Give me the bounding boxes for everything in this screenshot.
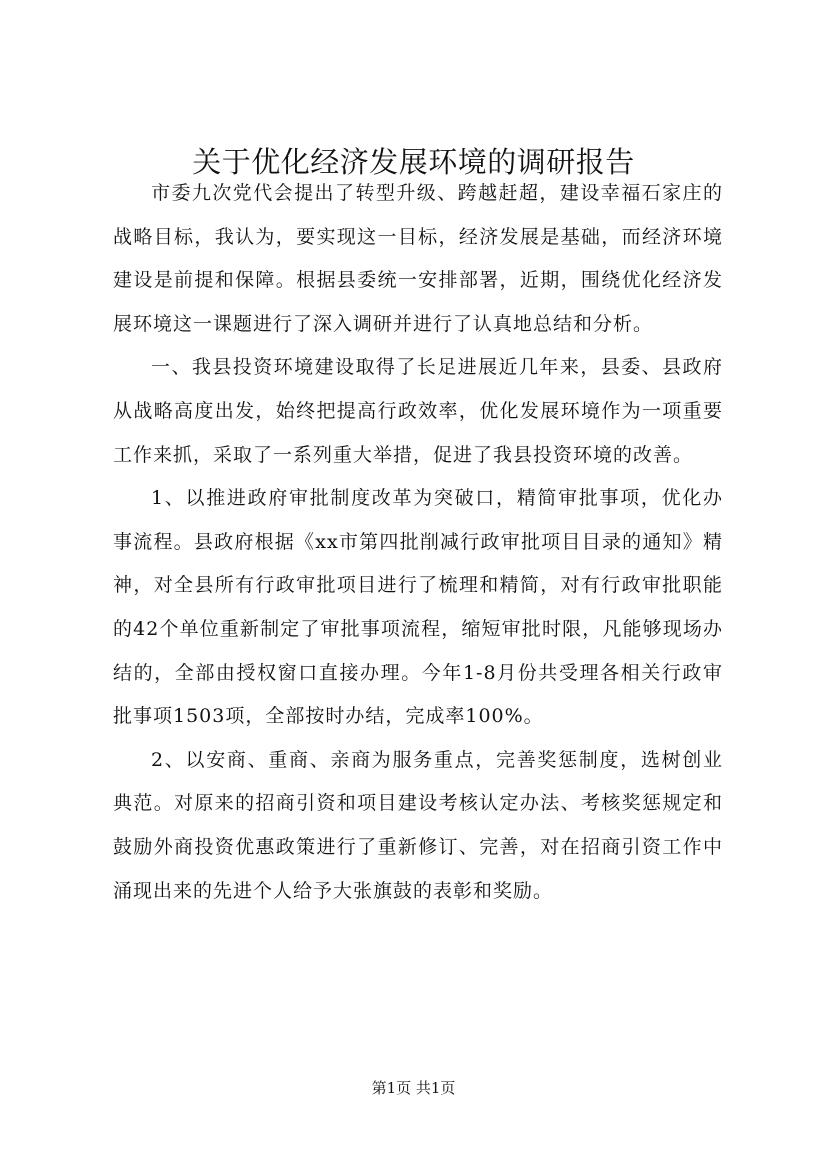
paragraph-4: 2、以安商、重商、亲商为服务重点，完善奖惩制度，选树创业典范。对原来的招商引资和项目建设考核认定办法、考核奖惩规定和鼓励外商投资优惠政策进行了重新修订、完善，对在招商引资工作中涌现出来的先进个人给予大张旗鼓的表彰和奖励。 <box>113 748 723 902</box>
paragraph-1: 市委九次党代会提出了转型升级、跨越赶超，建设幸福石家庄的战略目标，我认为，要实现这一目标，经济发展是基础，而经济环境建设是前提和保障。根据县委统一安排部署，近期，围绕优化经济发展环境这一课题进行了深入调研并进行了认真地总结和分析。 <box>113 182 723 335</box>
document-body <box>113 172 723 913</box>
paragraph-2: 一、我县投资环境建设取得了长足进展近几年来，县委、县政府从战略高度出发，始终把提高行政效率，优化发展环境作为一项重要工作来抓，采取了一系列重大举措，促进了我县投资环境的改善。 <box>113 356 723 466</box>
page-footer: 第1页 共1页 <box>371 1079 456 1097</box>
document-title: 关于优化经济发展环境的调研报告 <box>192 145 635 179</box>
paragraph-3: 1、以推进政府审批制度改革为突破口，精简审批事项，优化办事流程。县政府根据《xx市第四批削减行政审批项目目录的通知》精神，对全县所有行政审批项目进行了梳理和精简，对有行政审批职能的42个单位重新制定了审批事项流程，缩短审批时限，凡能够现场办结的，全部由授权窗口直接办理。今年1-8月份共受理各相关行政审批事项1503项，全部按时办结，完成率100%。 <box>113 487 723 728</box>
